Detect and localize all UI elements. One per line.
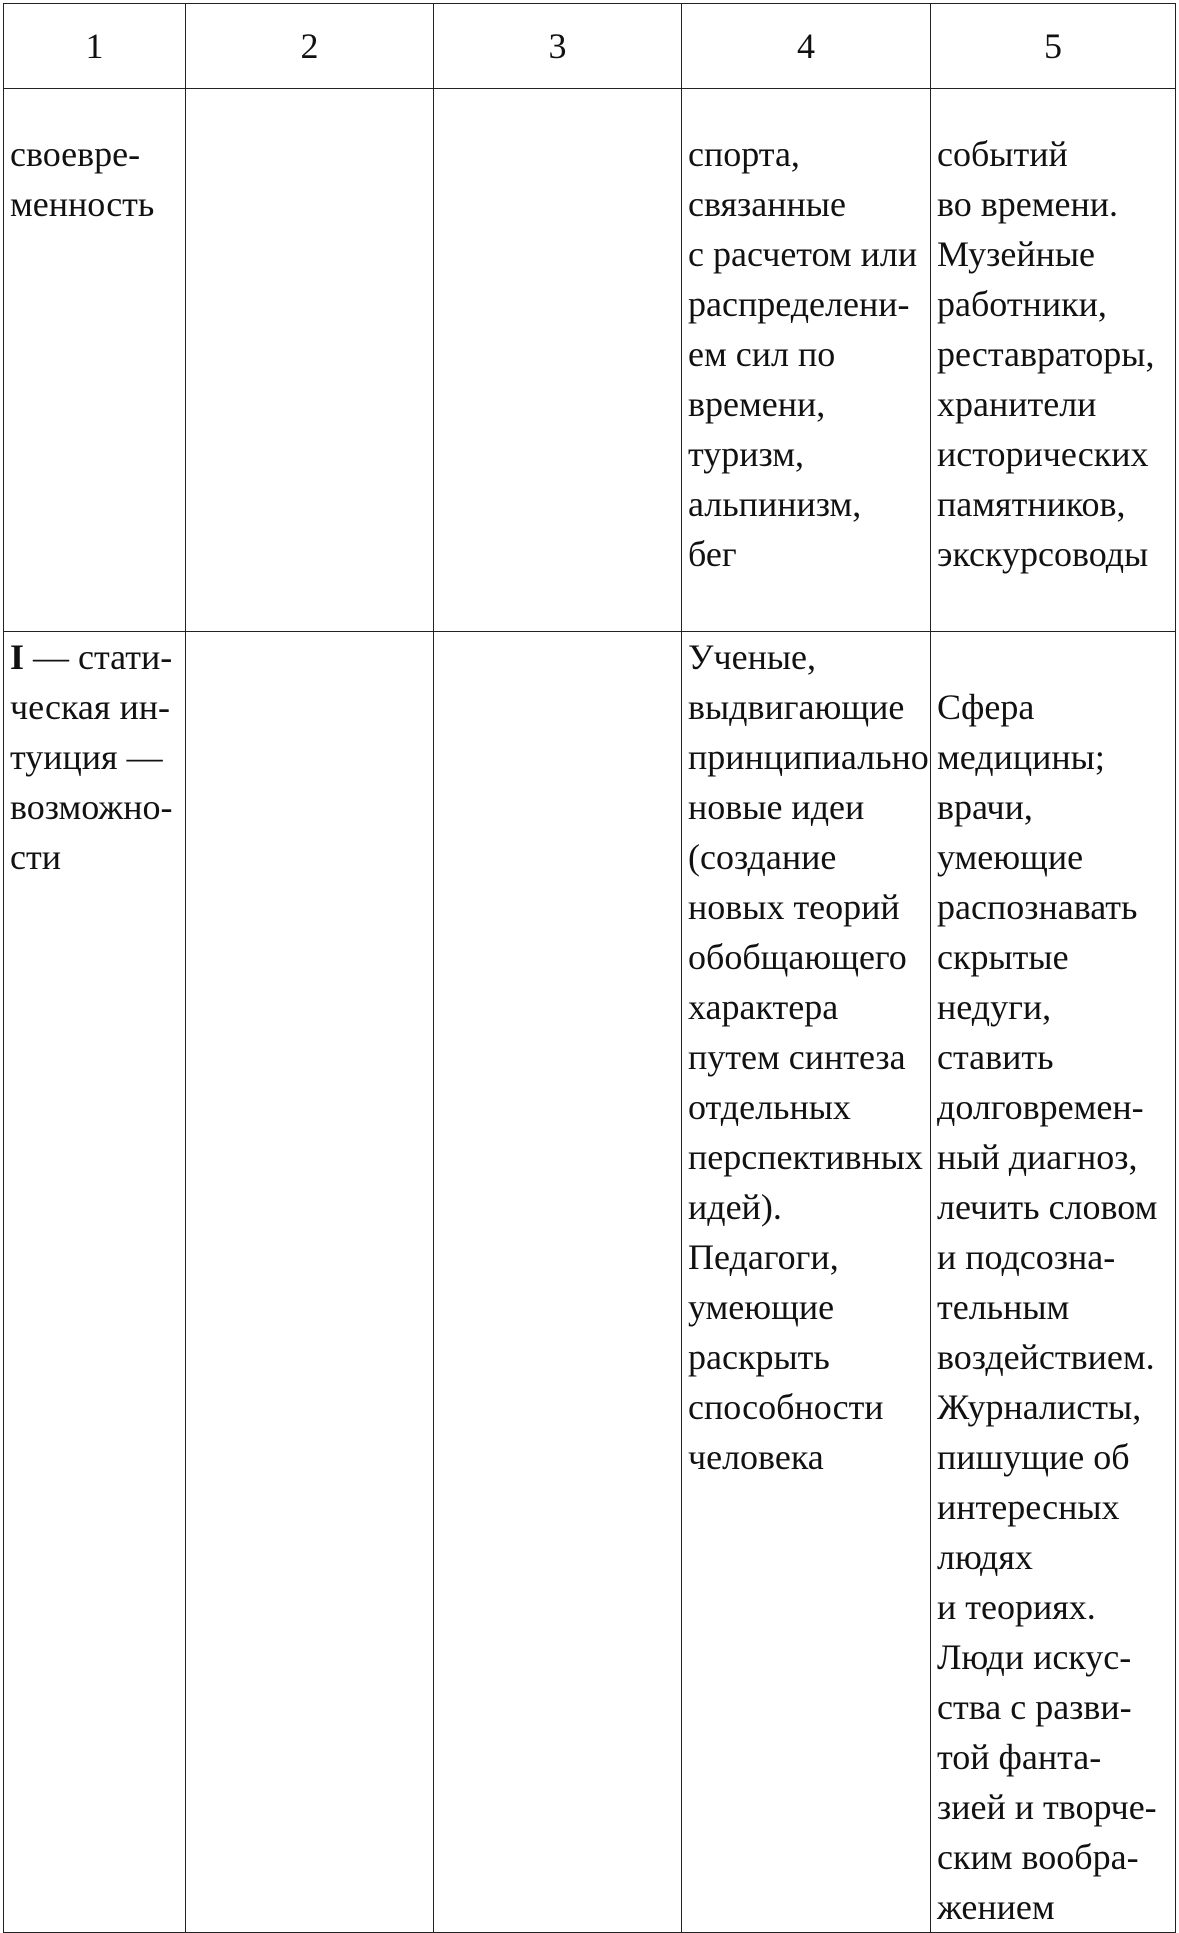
row1-cell-1	[4, 89, 186, 632]
row1-cell-2	[186, 89, 434, 632]
row2-col1-text	[4, 632, 185, 882]
row1-col4-text: спорта, связанные с расчетом или распределени- ем сил по времени, туризм, альпинизм, бег	[688, 134, 918, 574]
header-cell-5: 5	[931, 4, 1176, 89]
row2-cell-2	[186, 632, 434, 1933]
type-letter: I	[10, 637, 25, 677]
table-row	[4, 632, 1176, 1933]
header-cell-3: 3	[434, 4, 682, 89]
row1-cell-3	[434, 89, 682, 632]
header-row	[4, 4, 1176, 89]
row1-col3-text	[434, 89, 681, 129]
row1-col2-text	[186, 89, 433, 129]
header-cell-2: 2	[186, 4, 434, 89]
row1-cell-4	[682, 89, 931, 632]
type-description: — стати- ческая ин- туиция — возможно- сти	[10, 637, 173, 877]
content-table	[3, 3, 1176, 1933]
header-cell-4: 4	[682, 4, 931, 89]
table-row	[4, 89, 1176, 632]
row1-cell-5	[931, 89, 1176, 632]
row1-col5-text: событий во времени. Музейные работники, реставраторы, хранители исторических памятников, экскурсоводы	[937, 134, 1155, 574]
header-cell-1: 1	[4, 4, 186, 89]
row2-cell-3	[434, 632, 682, 1933]
row2-cell-4	[682, 632, 931, 1933]
row2-cell-5	[931, 632, 1176, 1933]
row2-col4-text: Ученые, выдвигающие принципиально новые идеи (создание новых теорий обобщающего характера путем синтеза отдельных перспективных идей). Педагоги, умеющие раскрыть способности человека	[688, 637, 929, 1477]
row1-col1-text: своевре- менность	[10, 134, 155, 224]
row2-col5-text: Сфера медицины; врачи, умеющие распознавать скрытые недуги, ставить долговремен- ный диагноз, лечить словом и подсозна- тельным воздействием. Журналисты, пишущие об интересных людях и теориях. Люди искус- ства с разви- той фанта- зией и творче- ским вообра- жением	[937, 687, 1158, 1927]
row2-cell-1	[4, 632, 186, 1933]
